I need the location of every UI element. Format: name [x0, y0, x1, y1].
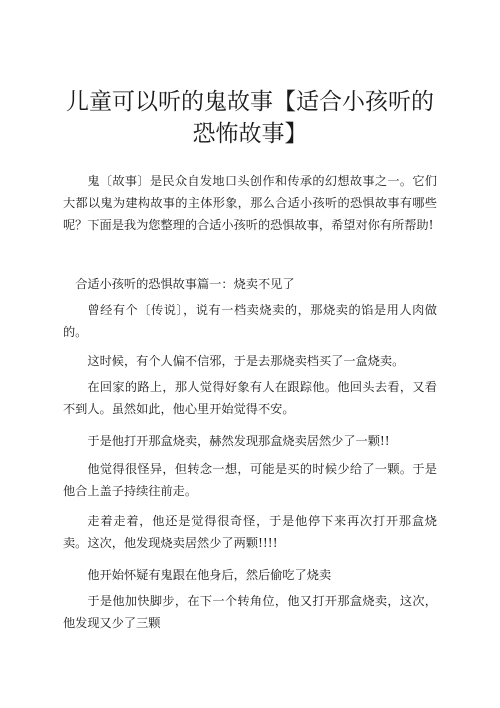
section-heading: 合适小孩听的恐惧故事篇一：烧卖不见了 [75, 277, 295, 291]
story-paragraph: 他开始怀疑有鬼跟在他身后，然后偷吃了烧卖 [87, 568, 332, 582]
story-paragraph: 这时候，有个人偏不信邪，于是去那烧卖档买了一盒烧卖。 [87, 354, 405, 368]
intro-paragraph: 鬼〔故事〕是民众自发地口头创作和传承的幻想故事之一。它们大都以鬼为建构故事的主体形象，那么合适小孩听的恐惧故事有哪些呢？下面是我为您整理的合适小孩听的恐惧故事，希望对你有所帮助! [63, 174, 437, 232]
story-paragraph: 曾经有个〔传说〕，说有一档卖烧卖的，那烧卖的馅是用人肉做的。 [63, 303, 437, 339]
document-title: 儿童可以听的鬼故事【适合小孩听的恐怖故事】 [66, 89, 434, 147]
story-paragraph: 他觉得很怪异，但转念一想，可能是买的时候少给了一颗。于是他合上盖子持续往前走。 [63, 462, 437, 498]
story-paragraph: 于是他加快脚步，在下一个转角位，他又打开那盒烧卖，这次，他发现又少了三颗 [63, 594, 437, 630]
story-paragraph: 在回家的路上，那人觉得好象有人在跟踪他。他回头去看，又看不到人。虽然如此，他心里开始觉得不安。 [63, 380, 437, 416]
story-paragraph: 走着走着，他还是觉得很奇怪，于是他停下来再次打开那盒烧卖。这次，他发现烧卖居然少了两颗!!!! [63, 514, 437, 550]
story-paragraph: 于是他打开那盒烧卖，赫然发现那盒烧卖居然少了一颗!! [87, 434, 390, 448]
